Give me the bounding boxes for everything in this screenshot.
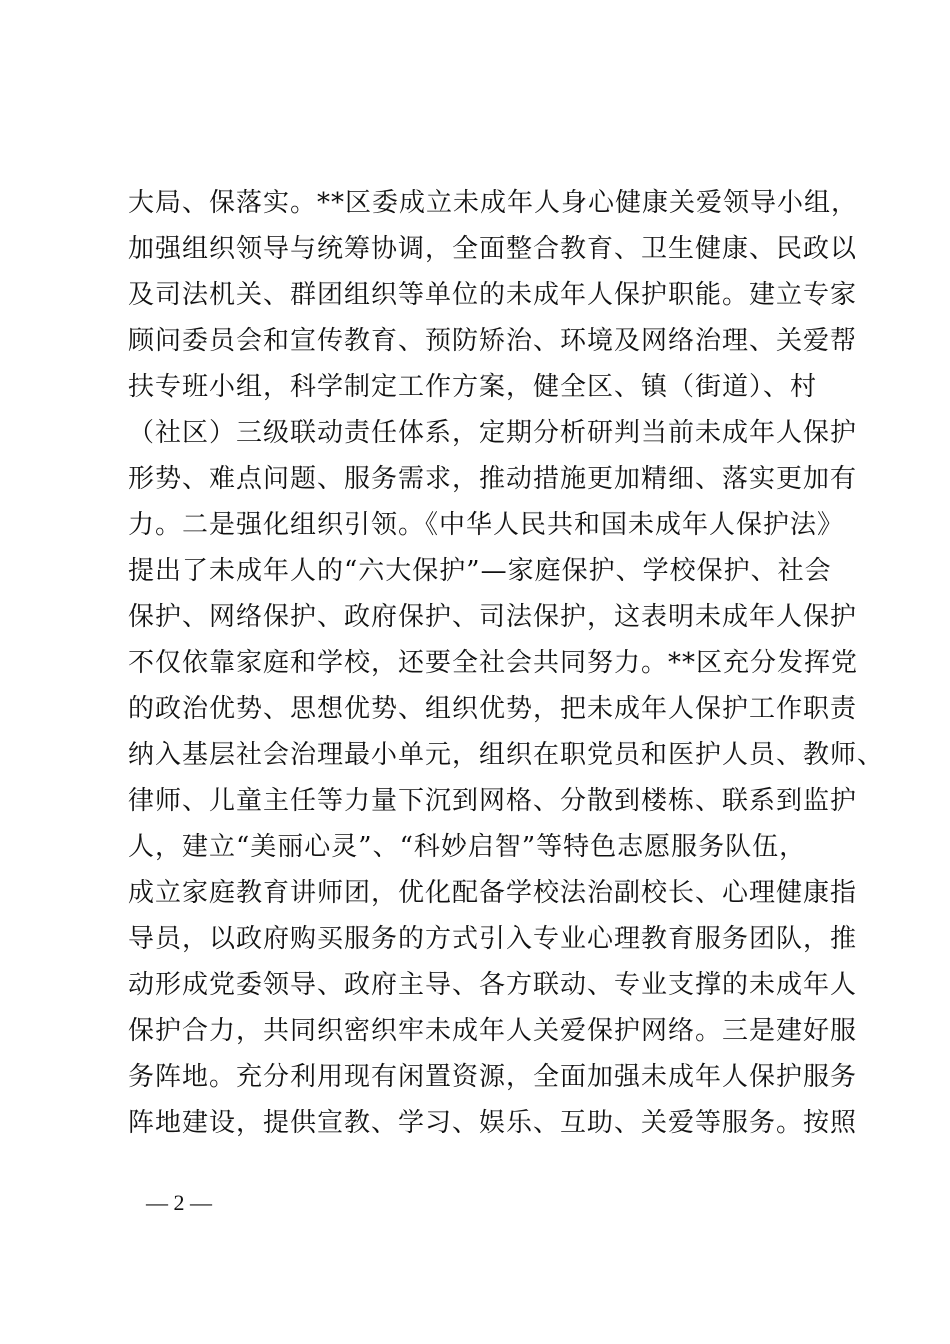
text-line-13: 纳入基层社会治理最小单元，组织在职党员和医护人员、教师、 bbox=[128, 740, 885, 770]
text-line-17: 导员，以政府购买服务的方式引入专业心理教育服务团队，推 bbox=[128, 924, 858, 954]
text-line-9: 提出了未成年人的“六大保护”—家庭保护、学校保护、社会 bbox=[128, 556, 832, 586]
text-line-1: 大局、保落实。**区委成立未成年人身心健康关爱领导小组， bbox=[128, 188, 859, 218]
text-line-14: 律师、儿童主任等力量下沉到网格、分散到楼栋、联系到监护 bbox=[128, 786, 858, 816]
text-line-18: 动形成党委领导、政府主导、各方联动、专业支撑的未成年人 bbox=[128, 970, 858, 1000]
text-line-11: 不仅依靠家庭和学校，还要全社会共同努力。**区充分发挥党 bbox=[128, 648, 859, 678]
text-line-4: 顾问委员会和宣传教育、预防矫治、环境及网络治理、关爱帮 bbox=[128, 326, 858, 356]
text-line-19: 保护合力，共同织密织牢未成年人关爱保护网络。三是建好服 bbox=[128, 1016, 858, 1046]
text-line-10: 保护、网络保护、政府保护、司法保护，这表明未成年人保护 bbox=[128, 602, 858, 632]
page-number: — 2 — bbox=[146, 1190, 212, 1215]
text-line-12: 的政治优势、思想优势、组织优势，把未成年人保护工作职责 bbox=[128, 694, 858, 724]
text-line-20: 务阵地。充分利用现有闲置资源，全面加强未成年人保护服务 bbox=[128, 1062, 858, 1092]
text-line-15: 人，建立“美丽心灵”、“科妙启智”等特色志愿服务队伍， bbox=[128, 832, 807, 862]
text-line-3: 及司法机关、群团组织等单位的未成年人保护职能。建立专家 bbox=[128, 280, 858, 310]
text-line-6: （社区）三级联动责任体系，定期分析研判当前未成年人保护 bbox=[128, 418, 858, 448]
body-paragraph bbox=[128, 180, 885, 1146]
text-line-21: 阵地建设，提供宣教、学习、娱乐、互助、关爱等服务。按照 bbox=[128, 1108, 858, 1138]
text-line-2: 加强组织领导与统筹协调，全面整合教育、卫生健康、民政以 bbox=[128, 234, 858, 264]
text-line-16: 成立家庭教育讲师团，优化配备学校法治副校长、心理健康指 bbox=[128, 878, 858, 908]
text-line-7: 形势、难点问题、服务需求，推动措施更加精细、落实更加有 bbox=[128, 464, 858, 494]
text-line-5: 扶专班小组，科学制定工作方案，健全区、镇（街道）、村 bbox=[128, 372, 818, 402]
text-line-8: 力。二是强化组织引领。《中华人民共和国未成年人保护法》 bbox=[128, 510, 845, 540]
